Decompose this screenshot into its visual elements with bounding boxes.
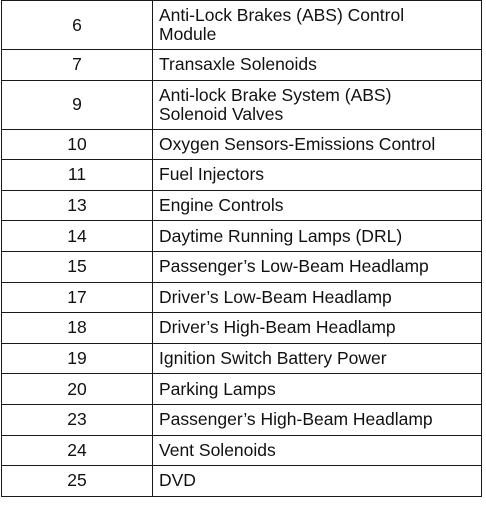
table-row bbox=[2, 190, 482, 221]
fuse-usage-cell: Ignition Switch Battery Power bbox=[153, 343, 482, 374]
fuse-number-cell: 13 bbox=[2, 190, 153, 221]
fuse-usage-cell: Engine Controls bbox=[153, 190, 482, 221]
fuse-number-cell: 6 bbox=[2, 1, 153, 50]
fuse-usage-cell: DVD bbox=[153, 466, 482, 497]
table-row bbox=[2, 221, 482, 252]
fuse-number-cell: 24 bbox=[2, 435, 153, 466]
fuse-number-cell: 17 bbox=[2, 282, 153, 313]
fuse-number-cell: 15 bbox=[2, 251, 153, 282]
table-row bbox=[2, 251, 482, 282]
fuse-number-cell: 10 bbox=[2, 129, 153, 160]
fuse-usage-cell: Transaxle Solenoids bbox=[153, 50, 482, 81]
fuse-usage-cell: Driver’s Low-Beam Headlamp bbox=[153, 282, 482, 313]
fuse-usage-cell: Daytime Running Lamps (DRL) bbox=[153, 221, 482, 252]
fuse-number-cell: 23 bbox=[2, 404, 153, 435]
fuse-usage-cell bbox=[153, 80, 482, 129]
usage-line: Solenoid Valves bbox=[159, 103, 284, 124]
table-row bbox=[2, 435, 482, 466]
fuse-number-cell: 7 bbox=[2, 50, 153, 81]
table-row bbox=[2, 466, 482, 497]
fuse-number-cell: 18 bbox=[2, 313, 153, 344]
usage-line: Anti-Lock Brakes (ABS) Control bbox=[159, 5, 405, 25]
fuse-usage-cell: Vent Solenoids bbox=[153, 435, 482, 466]
fuse-usage-cell: Fuel Injectors bbox=[153, 160, 482, 191]
fuse-number-cell: 19 bbox=[2, 343, 153, 374]
table-row bbox=[2, 374, 482, 405]
fuse-number-cell: 9 bbox=[2, 80, 153, 129]
fuse-number-cell: 11 bbox=[2, 160, 153, 191]
table-row bbox=[2, 1, 482, 50]
usage-line: Module bbox=[159, 24, 217, 44]
table-row bbox=[2, 404, 482, 435]
table-row bbox=[2, 160, 482, 191]
fuse-number-cell: 20 bbox=[2, 374, 153, 405]
fuse-number-cell: 14 bbox=[2, 221, 153, 252]
fuse-number-cell: 25 bbox=[2, 466, 153, 497]
fuse-table-body bbox=[2, 1, 482, 497]
usage-line: Anti-lock Brake System (ABS) bbox=[159, 84, 392, 105]
table-row bbox=[2, 313, 482, 344]
fuse-usage-cell: Driver’s High-Beam Headlamp bbox=[153, 313, 482, 344]
table-row bbox=[2, 282, 482, 313]
fuse-usage-cell: Parking Lamps bbox=[153, 374, 482, 405]
fuse-usage-cell: Passenger’s Low-Beam Headlamp bbox=[153, 251, 482, 282]
fuse-usage-cell: Passenger’s High-Beam Headlamp bbox=[153, 404, 482, 435]
table-row bbox=[2, 129, 482, 160]
table-row bbox=[2, 343, 482, 374]
fuse-usage-table bbox=[1, 0, 482, 497]
table-row bbox=[2, 50, 482, 81]
fuse-usage-cell bbox=[153, 1, 482, 50]
table-row bbox=[2, 80, 482, 129]
fuse-usage-cell: Oxygen Sensors-Emissions Control bbox=[153, 129, 482, 160]
